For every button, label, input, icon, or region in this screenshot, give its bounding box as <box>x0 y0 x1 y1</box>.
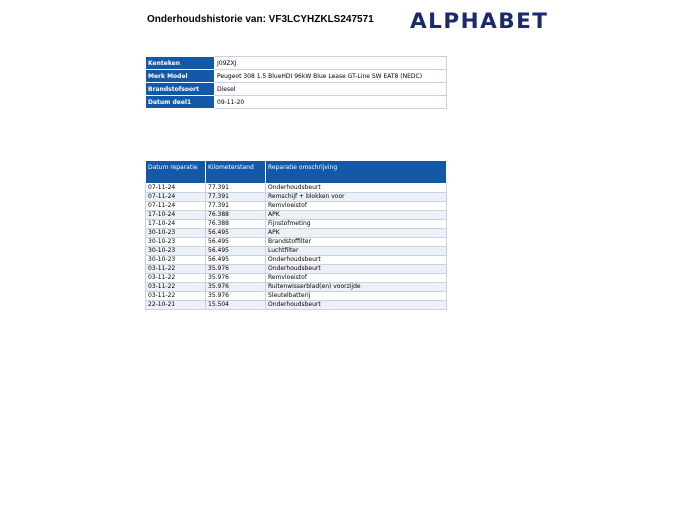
cell-kilometerstand: 77.391 <box>206 193 266 202</box>
vehicle-label: Kenteken <box>146 57 215 70</box>
cell-datum: 07-11-24 <box>146 193 206 202</box>
cell-kilometerstand: 56.495 <box>206 247 266 256</box>
cell-omschrijving: Luchtfilter <box>266 247 447 256</box>
cell-kilometerstand: 56.495 <box>206 238 266 247</box>
vehicle-value: Peugeot 308 1.5 BlueHDI 96kW Blue Lease GT-Line SW EAT8 (NEDC) <box>215 70 447 83</box>
table-row <box>146 247 447 256</box>
cell-datum: 30-10-23 <box>146 247 206 256</box>
cell-datum: 30-10-23 <box>146 238 206 247</box>
page-title: Onderhoudshistorie van: VF3LCYHZKLS247571 <box>147 14 374 25</box>
cell-omschrijving: Onderhoudsbeurt <box>266 184 447 193</box>
column-header-datum: Datum reparatie <box>146 161 206 184</box>
vehicle-value: 09-11-20 <box>215 96 447 109</box>
cell-kilometerstand: 15.504 <box>206 301 266 310</box>
table-row <box>146 274 447 283</box>
table-row <box>146 184 447 193</box>
table-row <box>146 301 447 310</box>
cell-datum: 03-11-22 <box>146 274 206 283</box>
column-header-kilometerstand: Kilometerstand <box>206 161 266 184</box>
table-row <box>146 256 447 265</box>
cell-omschrijving: Remvloeistof <box>266 202 447 211</box>
vehicle-label: Brandstofsoort <box>146 83 215 96</box>
table-row <box>146 202 447 211</box>
cell-omschrijving: Remschijf + blokken voor <box>266 193 447 202</box>
cell-datum: 03-11-22 <box>146 283 206 292</box>
cell-kilometerstand: 35.976 <box>206 274 266 283</box>
repair-table-body <box>146 184 447 310</box>
table-row <box>146 265 447 274</box>
cell-omschrijving: APK <box>266 229 447 238</box>
vehicle-row-kenteken <box>146 57 447 70</box>
cell-omschrijving: Onderhoudsbeurt <box>266 265 447 274</box>
cell-kilometerstand: 35.976 <box>206 283 266 292</box>
table-row <box>146 220 447 229</box>
cell-datum: 03-11-22 <box>146 265 206 274</box>
table-row <box>146 238 447 247</box>
cell-kilometerstand: 35.976 <box>206 265 266 274</box>
cell-datum: 30-10-23 <box>146 229 206 238</box>
cell-kilometerstand: 35.976 <box>206 292 266 301</box>
table-row <box>146 193 447 202</box>
cell-datum: 07-11-24 <box>146 184 206 193</box>
cell-kilometerstand: 76.388 <box>206 211 266 220</box>
cell-kilometerstand: 76.388 <box>206 220 266 229</box>
column-header-omschrijving: Reparatie omschrijving <box>266 161 447 184</box>
vehicle-row-datum-deel1 <box>146 96 447 109</box>
vehicle-row-merk-model <box>146 70 447 83</box>
cell-datum: 17-10-24 <box>146 220 206 229</box>
vehicle-row-brandstofsoort <box>146 83 447 96</box>
cell-omschrijving: Sleutelbatterij <box>266 292 447 301</box>
cell-datum: 03-11-22 <box>146 292 206 301</box>
table-header-row <box>146 161 447 184</box>
cell-omschrijving: Onderhoudsbeurt <box>266 301 447 310</box>
vehicle-label: Datum deel1 <box>146 96 215 109</box>
cell-kilometerstand: 56.495 <box>206 256 266 265</box>
cell-kilometerstand: 77.391 <box>206 202 266 211</box>
repair-history-table <box>145 160 447 310</box>
cell-omschrijving: APK <box>266 211 447 220</box>
cell-datum: 30-10-23 <box>146 256 206 265</box>
vehicle-label: Merk Model <box>146 70 215 83</box>
cell-datum: 22-10-21 <box>146 301 206 310</box>
cell-kilometerstand: 77.391 <box>206 184 266 193</box>
cell-omschrijving: Brandstoffilter <box>266 238 447 247</box>
cell-omschrijving: Remvloeistof <box>266 274 447 283</box>
vehicle-value: Diesel <box>215 83 447 96</box>
vehicle-value: J09ZXJ <box>215 57 447 70</box>
table-row <box>146 292 447 301</box>
cell-omschrijving: Onderhoudsbeurt <box>266 256 447 265</box>
cell-omschrijving: Fijnstofmeting <box>266 220 447 229</box>
cell-kilometerstand: 56.495 <box>206 229 266 238</box>
cell-datum: 07-11-24 <box>146 202 206 211</box>
cell-omschrijving: Ruitenwisserblad(en) voorzijde <box>266 283 447 292</box>
alphabet-logo: ALPHABET <box>410 9 549 34</box>
vehicle-info-table <box>145 56 447 109</box>
table-row <box>146 283 447 292</box>
table-row <box>146 229 447 238</box>
table-row <box>146 211 447 220</box>
cell-datum: 17-10-24 <box>146 211 206 220</box>
